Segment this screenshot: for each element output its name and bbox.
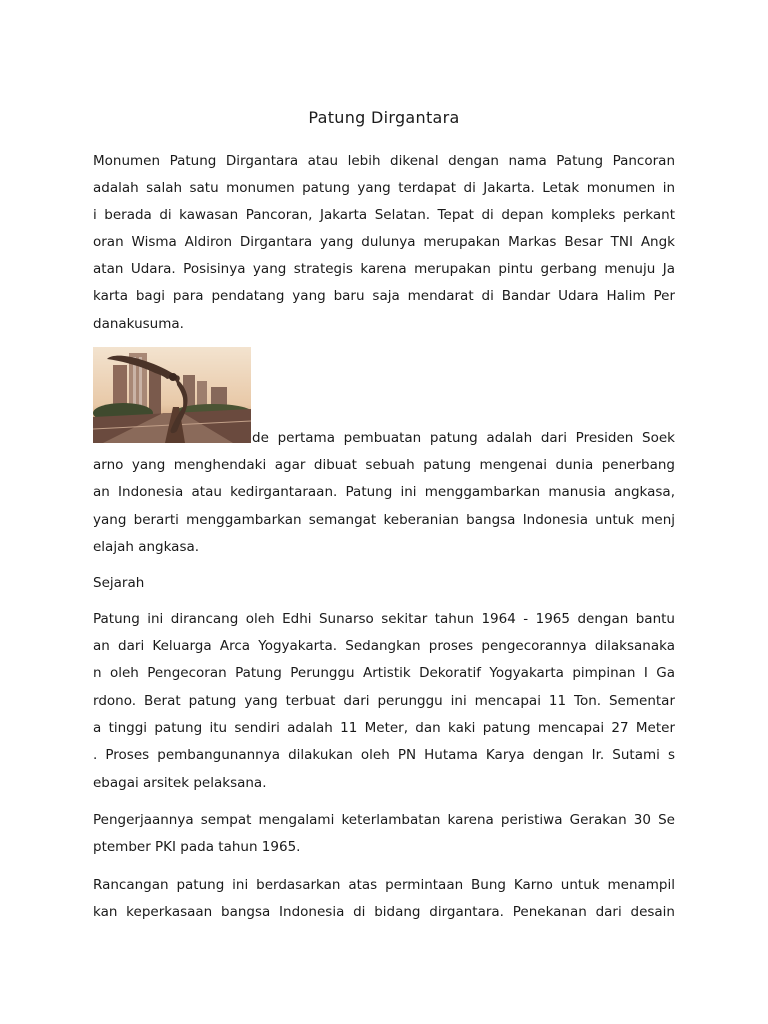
paragraph-4-line: ptember PKI pada tahun 1965. bbox=[93, 839, 301, 855]
paragraph-2-line: arno yang menghendaki agar dibuat sebuah patung mengenai dunia penerbang bbox=[93, 457, 675, 473]
paragraph-1-line: adalah salah satu monumen patung yang terdapat di Jakarta. Letak monumen in bbox=[93, 180, 675, 196]
paragraph-3-line: n oleh Pengecoran Patung Perunggu Artistik Dekoratif Yogyakarta pimpinan I Ga bbox=[93, 665, 675, 681]
paragraph-1-line: karta bagi para pendatang yang baru saja mendarat di Bandar Udara Halim Per bbox=[93, 288, 675, 304]
statue-photo bbox=[93, 347, 251, 443]
paragraph-3-line: ebagai arsitek pelaksana. bbox=[93, 775, 267, 791]
paragraph-1-line: Monumen Patung Dirgantara atau lebih dikenal dengan nama Patung Pancoran bbox=[93, 153, 675, 169]
document-title: Patung Dirgantara bbox=[308, 108, 460, 127]
paragraph-3-line: a tinggi patung itu sendiri adalah 11 Meter, dan kaki patung mencapai 27 Meter bbox=[93, 720, 675, 736]
section-heading-sejarah: Sejarah bbox=[93, 575, 145, 591]
paragraph-4-line: Pengerjaannya sempat mengalami keterlambatan karena peristiwa Gerakan 30 Se bbox=[93, 812, 675, 828]
paragraph-2-line: elajah angkasa. bbox=[93, 539, 200, 555]
paragraph-2-line: de pertama pembuatan patung adalah dari Presiden Soek bbox=[252, 430, 675, 446]
paragraph-1-line: i berada di kawasan Pancoran, Jakarta Selatan. Tepat di depan kompleks perkant bbox=[93, 207, 675, 223]
paragraph-3-line: Patung ini dirancang oleh Edhi Sunarso sekitar tahun 1964 - 1965 dengan bantu bbox=[93, 611, 675, 627]
paragraph-1-line: oran Wisma Aldiron Dirgantara yang dulunya merupakan Markas Besar TNI Angk bbox=[93, 234, 675, 250]
paragraph-1-line: danakusuma. bbox=[93, 316, 184, 332]
paragraph-5-line: Rancangan patung ini berdasarkan atas permintaan Bung Karno untuk menampil bbox=[93, 877, 675, 893]
paragraph-3-line: . Proses pembangunannya dilakukan oleh PN Hutama Karya dengan Ir. Sutami s bbox=[93, 747, 675, 763]
paragraph-1-line: atan Udara. Posisinya yang strategis karena merupakan pintu gerbang menuju Ja bbox=[93, 261, 675, 277]
paragraph-3-line: rdono. Berat patung yang terbuat dari perunggu ini mencapai 11 Ton. Sementar bbox=[93, 693, 675, 709]
paragraph-2-line: yang berarti menggambarkan semangat keberanian bangsa Indonesia untuk menj bbox=[93, 512, 675, 528]
paragraph-3-line: an dari Keluarga Arca Yogyakarta. Sedangkan proses pengecorannya dilaksanaka bbox=[93, 638, 675, 654]
paragraph-2-line: an Indonesia atau kedirgantaraan. Patung ini menggambarkan manusia angkasa, bbox=[93, 484, 675, 500]
paragraph-5-line: kan keperkasaan bangsa Indonesia di bidang dirgantara. Penekanan dari desain bbox=[93, 904, 675, 920]
